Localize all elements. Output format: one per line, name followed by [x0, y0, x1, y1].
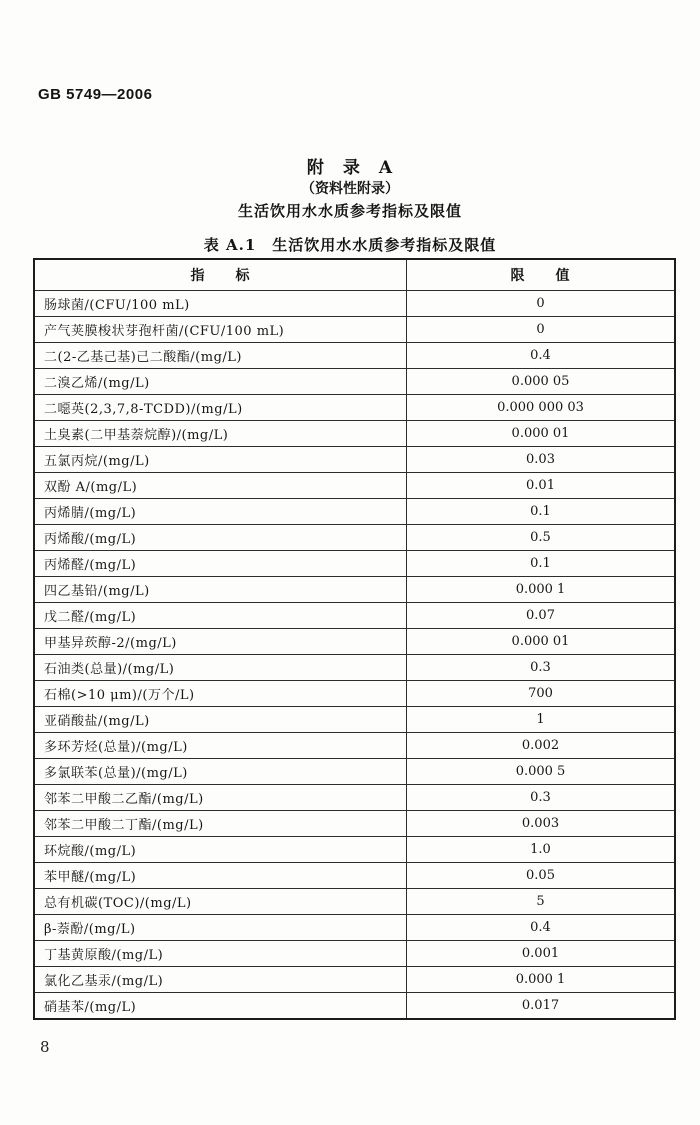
limit-cell: 0.3 — [407, 655, 676, 681]
table-row — [34, 577, 675, 603]
table-caption: 表 A.1 生活饮用水水质参考指标及限值 — [203, 236, 497, 254]
indicator-cell: 丙烯酸/(mg/L) — [34, 525, 407, 551]
table-row — [34, 603, 675, 629]
indicator-cell: 邻苯二甲酸二乙酯/(mg/L) — [34, 785, 407, 811]
table-row — [34, 473, 675, 499]
reference-indicators-table — [33, 258, 676, 1020]
indicator-cell: 石棉(>10 μm)/(万个/L) — [34, 681, 407, 707]
table-row — [34, 421, 675, 447]
indicator-cell: 二噁英(2,3,7,8-TCDD)/(mg/L) — [34, 395, 407, 421]
limit-cell: 0 — [407, 291, 676, 317]
column-header-limit: 限 值 — [407, 259, 676, 291]
indicator-cell: 丁基黄原酸/(mg/L) — [34, 941, 407, 967]
indicator-cell: 肠球菌/(CFU/100 mL) — [34, 291, 407, 317]
limit-cell: 0.000 01 — [407, 421, 676, 447]
appendix-title: 附 录 A — [306, 158, 394, 178]
table-row — [34, 993, 675, 1020]
limit-cell: 0 — [407, 317, 676, 343]
column-header-indicator: 指 标 — [34, 259, 407, 291]
indicator-cell: 丙烯腈/(mg/L) — [34, 499, 407, 525]
table-row — [34, 343, 675, 369]
table-row — [34, 889, 675, 915]
limit-cell: 0.03 — [407, 447, 676, 473]
limit-cell: 0.1 — [407, 551, 676, 577]
indicator-cell: 亚硝酸盐/(mg/L) — [34, 707, 407, 733]
limit-cell: 700 — [407, 681, 676, 707]
table-row — [34, 837, 675, 863]
table-row — [34, 291, 675, 317]
indicator-cell: 邻苯二甲酸二丁酯/(mg/L) — [34, 811, 407, 837]
table-row — [34, 681, 675, 707]
table-header-row — [34, 259, 675, 291]
table-row — [34, 811, 675, 837]
limit-cell: 0.05 — [407, 863, 676, 889]
table-row — [34, 915, 675, 941]
limit-cell: 0.07 — [407, 603, 676, 629]
table-row — [34, 941, 675, 967]
limit-cell: 0.000 1 — [407, 577, 676, 603]
limit-cell: 0.000 000 03 — [407, 395, 676, 421]
limit-cell: 0.000 01 — [407, 629, 676, 655]
indicator-cell: 苯甲醚/(mg/L) — [34, 863, 407, 889]
indicator-cell: 丙烯醛/(mg/L) — [34, 551, 407, 577]
table-row — [34, 499, 675, 525]
indicator-cell: 环烷酸/(mg/L) — [34, 837, 407, 863]
limit-cell: 0.000 1 — [407, 967, 676, 993]
indicator-cell: 氯化乙基汞/(mg/L) — [34, 967, 407, 993]
limit-cell: 0.017 — [407, 993, 676, 1020]
limit-cell: 0.000 5 — [407, 759, 676, 785]
indicator-cell: 五氯丙烷/(mg/L) — [34, 447, 407, 473]
limit-cell: 0.1 — [407, 499, 676, 525]
table-body — [34, 291, 675, 1020]
table-row — [34, 967, 675, 993]
limit-cell: 5 — [407, 889, 676, 915]
table-row — [34, 369, 675, 395]
appendix-heading: 生活饮用水水质参考指标及限值 — [237, 202, 462, 220]
indicator-cell: 总有机碳(TOC)/(mg/L) — [34, 889, 407, 915]
table-row — [34, 863, 675, 889]
table-row — [34, 707, 675, 733]
limit-cell: 1.0 — [407, 837, 676, 863]
page-number: 8 — [40, 1038, 50, 1056]
indicator-cell: 石油类(总量)/(mg/L) — [34, 655, 407, 681]
limit-cell: 0.000 05 — [407, 369, 676, 395]
table-row — [34, 395, 675, 421]
limit-cell: 0.3 — [407, 785, 676, 811]
table-row — [34, 785, 675, 811]
standard-number: GB 5749—2006 — [38, 86, 153, 103]
indicator-cell: 二(2-乙基己基)己二酸酯/(mg/L) — [34, 343, 407, 369]
limit-cell: 0.5 — [407, 525, 676, 551]
indicator-cell: 硝基苯/(mg/L) — [34, 993, 407, 1020]
limit-cell: 0.003 — [407, 811, 676, 837]
table-row — [34, 525, 675, 551]
indicator-cell: 戊二醛/(mg/L) — [34, 603, 407, 629]
indicator-cell: 土臭素(二甲基萘烷醇)/(mg/L) — [34, 421, 407, 447]
table-row — [34, 733, 675, 759]
limit-cell: 1 — [407, 707, 676, 733]
indicator-cell: 四乙基铅/(mg/L) — [34, 577, 407, 603]
limit-cell: 0.4 — [407, 915, 676, 941]
indicator-cell: 多氯联苯(总量)/(mg/L) — [34, 759, 407, 785]
table-row — [34, 759, 675, 785]
table-row — [34, 551, 675, 577]
limit-cell: 0.01 — [407, 473, 676, 499]
table-row — [34, 655, 675, 681]
appendix-subtitle: （资料性附录） — [301, 181, 399, 197]
table-row — [34, 447, 675, 473]
indicator-cell: β-萘酚/(mg/L) — [34, 915, 407, 941]
indicator-cell: 多环芳烃(总量)/(mg/L) — [34, 733, 407, 759]
table-row — [34, 629, 675, 655]
limit-cell: 0.4 — [407, 343, 676, 369]
indicator-cell: 甲基异莰醇-2/(mg/L) — [34, 629, 407, 655]
indicator-cell: 产气荚膜梭状芽孢杆菌/(CFU/100 mL) — [34, 317, 407, 343]
limit-cell: 0.002 — [407, 733, 676, 759]
indicator-cell: 二溴乙烯/(mg/L) — [34, 369, 407, 395]
table-row — [34, 317, 675, 343]
limit-cell: 0.001 — [407, 941, 676, 967]
indicator-cell: 双酚 A/(mg/L) — [34, 473, 407, 499]
